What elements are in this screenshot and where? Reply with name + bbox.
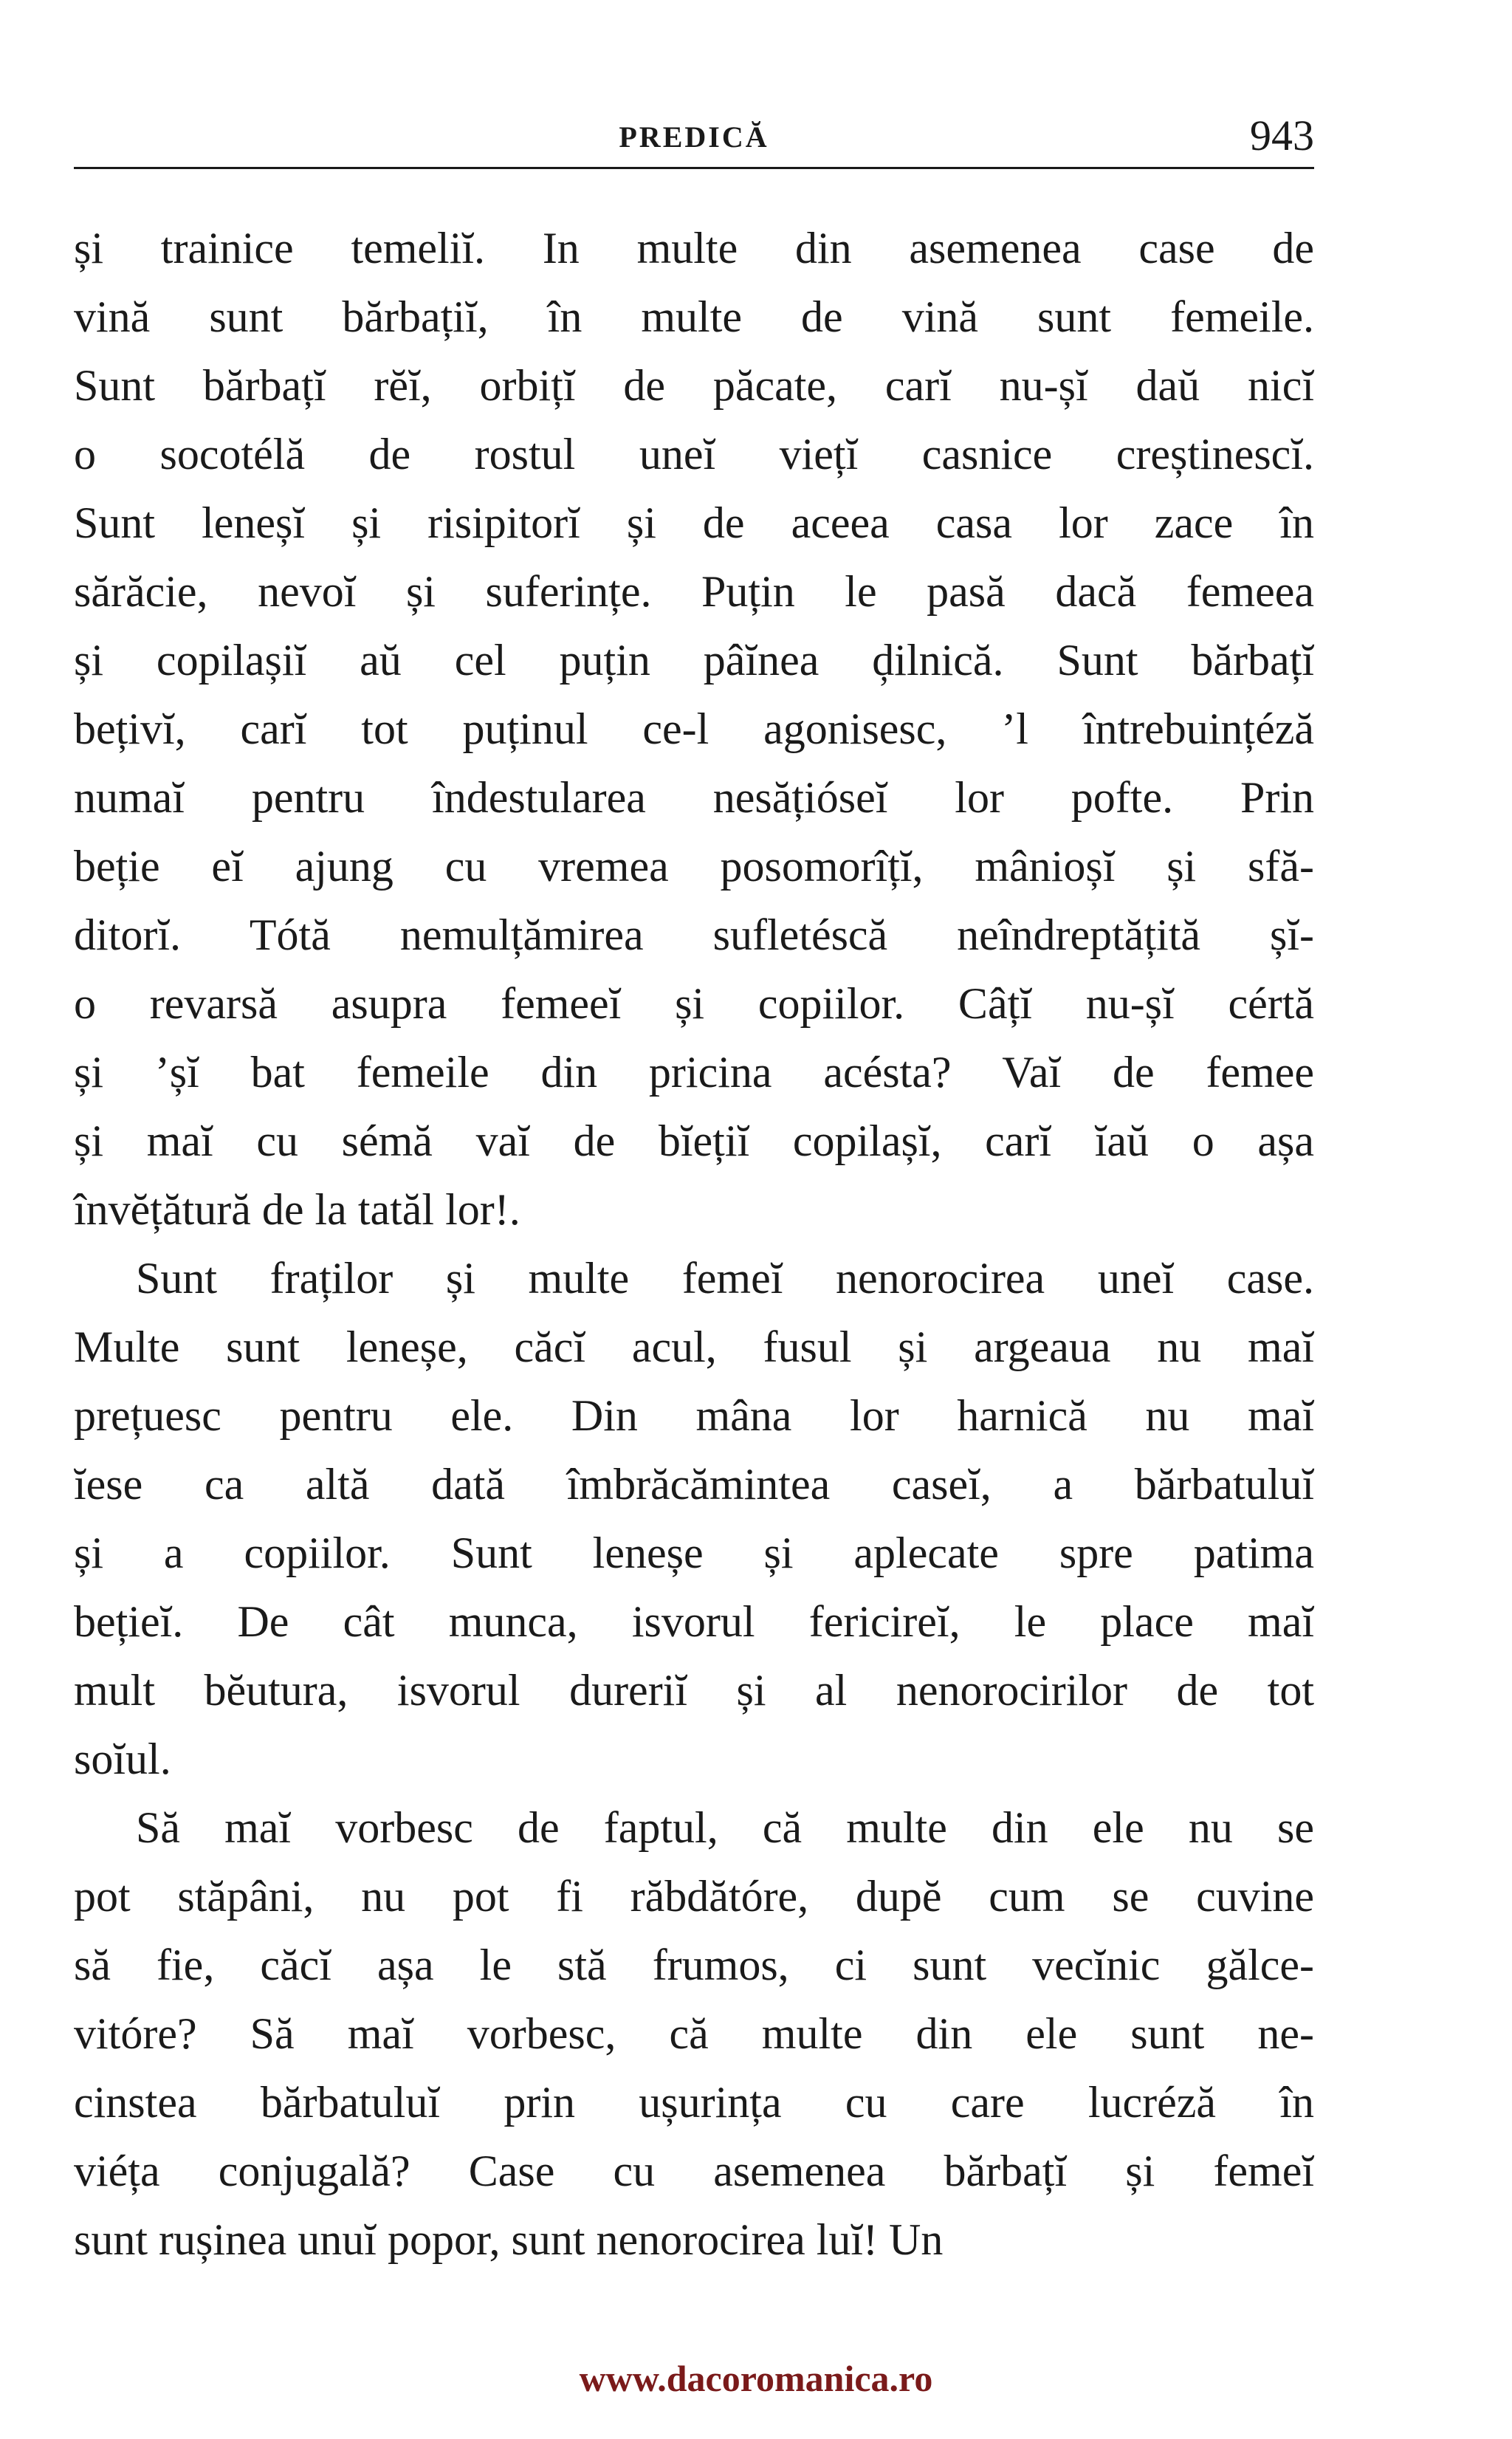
text-line: Să maĭ vorbesc de faptul, că multe din ele nu se [136,1803,1314,1852]
text-line: și a copiilor. Sunt leneșe și aplecate spre patima [74,1529,1314,1577]
text-line: bețieĭ. De cât munca, isvorul fericireĭ, le place maĭ [74,1597,1314,1646]
text-line: beție eĭ ajung cu vremea posomorîțĭ, mânioșĭ și sfă- [74,842,1314,891]
text-line: o socotélă de rostul uneĭ viețĭ casnice creștinescĭ. [74,430,1314,478]
text-line: viéța conjugală? Case cu asemenea bărbațĭ și femeĭ [74,2147,1314,2195]
text-line: sărăcie, nevoĭ și suferințe. Puțin le pasă dacă femeea [74,567,1314,616]
text-line: Sunt leneșĭ și risipitorĭ și de aceea casa lor zace în [74,498,1314,547]
text-line: pot stăpâni, nu pot fi răbdătóre, dupĕ cum se cuvine [74,1872,1314,1921]
text-line: Sunt fraților și multe femeĭ nenorocirea uneĭ case. [136,1254,1314,1303]
paragraph [74,214,1314,1244]
text-line: numaĭ pentru îndestularea nesățióseĭ lor pofte. Prin [74,773,1314,822]
text-line: prețuesc pentru ele. Din mâna lor harnică nu maĭ [74,1391,1314,1440]
paragraph [74,1244,1314,1794]
text-line: o revarsă asupra femeeĭ și copiilor. Câțĭ nu-șĭ cértă [74,979,1314,1028]
paragraph [74,1794,1314,2274]
header-rule [74,167,1314,169]
text-line: să fie, căcĭ așa le stă frumos, ci sunt vecĭnic gălce- [74,1941,1314,1989]
text-line: învĕțătură de la tatăl lor!. [74,1185,520,1234]
text-line: ĭese ca altă dată îmbrăcămintea caseĭ, a bărbatuluĭ [74,1460,1314,1509]
text-line: sunt rușinea unuĭ popor, sunt nenorocirea luĭ! Un [74,2215,944,2264]
running-title: PREDICĂ [619,120,769,154]
page-number: 943 [1250,112,1314,159]
text-line: cinstea bărbatuluĭ prin ușurința cu care lucréză în [74,2078,1314,2127]
text-line: bețivĭ, carĭ tot puținul ce-l agonisesc, ’l întrebuințéză [74,704,1314,753]
text-line: mult bĕutura, isvorul dureriĭ și al nenorocirilor de tot [74,1666,1314,1715]
text-line: și ’șĭ bat femeile din pricina acésta? Vaĭ de femee [74,1048,1314,1097]
text-line: și trainice temeliĭ. In multe din asemenea case de [74,224,1314,272]
text-line: și copilașiĭ aŭ cel puțin pâĭnea ḑilnică. Sunt bărbațĭ [74,636,1314,685]
text-line: Sunt bărbațĭ rĕĭ, orbițĭ de păcate, carĭ nu-șĭ daŭ nicĭ [74,361,1314,410]
body-text [74,214,1314,2274]
running-head [74,111,1314,170]
text-line: și maĭ cu sémă vaĭ de bĭețiĭ copilașĭ, carĭ ĭaŭ o așa [74,1116,1314,1165]
text-line: vină sunt bărbațiĭ, în multe de vină sunt femeile. [74,292,1314,341]
text-line: Multe sunt leneșe, căcĭ acul, fusul și argeaua nu maĭ [74,1323,1314,1371]
text-line: vitóre? Să maĭ vorbesc, că multe din ele sunt ne- [74,2009,1314,2058]
text-line: soĭul. [74,1735,171,1783]
source-watermark[interactable]: www.dacoromanica.ro [579,2358,933,2399]
text-line: ditorĭ. Tótă nemulțămirea sufletéscă neîndreptățită șĭ- [74,910,1314,959]
